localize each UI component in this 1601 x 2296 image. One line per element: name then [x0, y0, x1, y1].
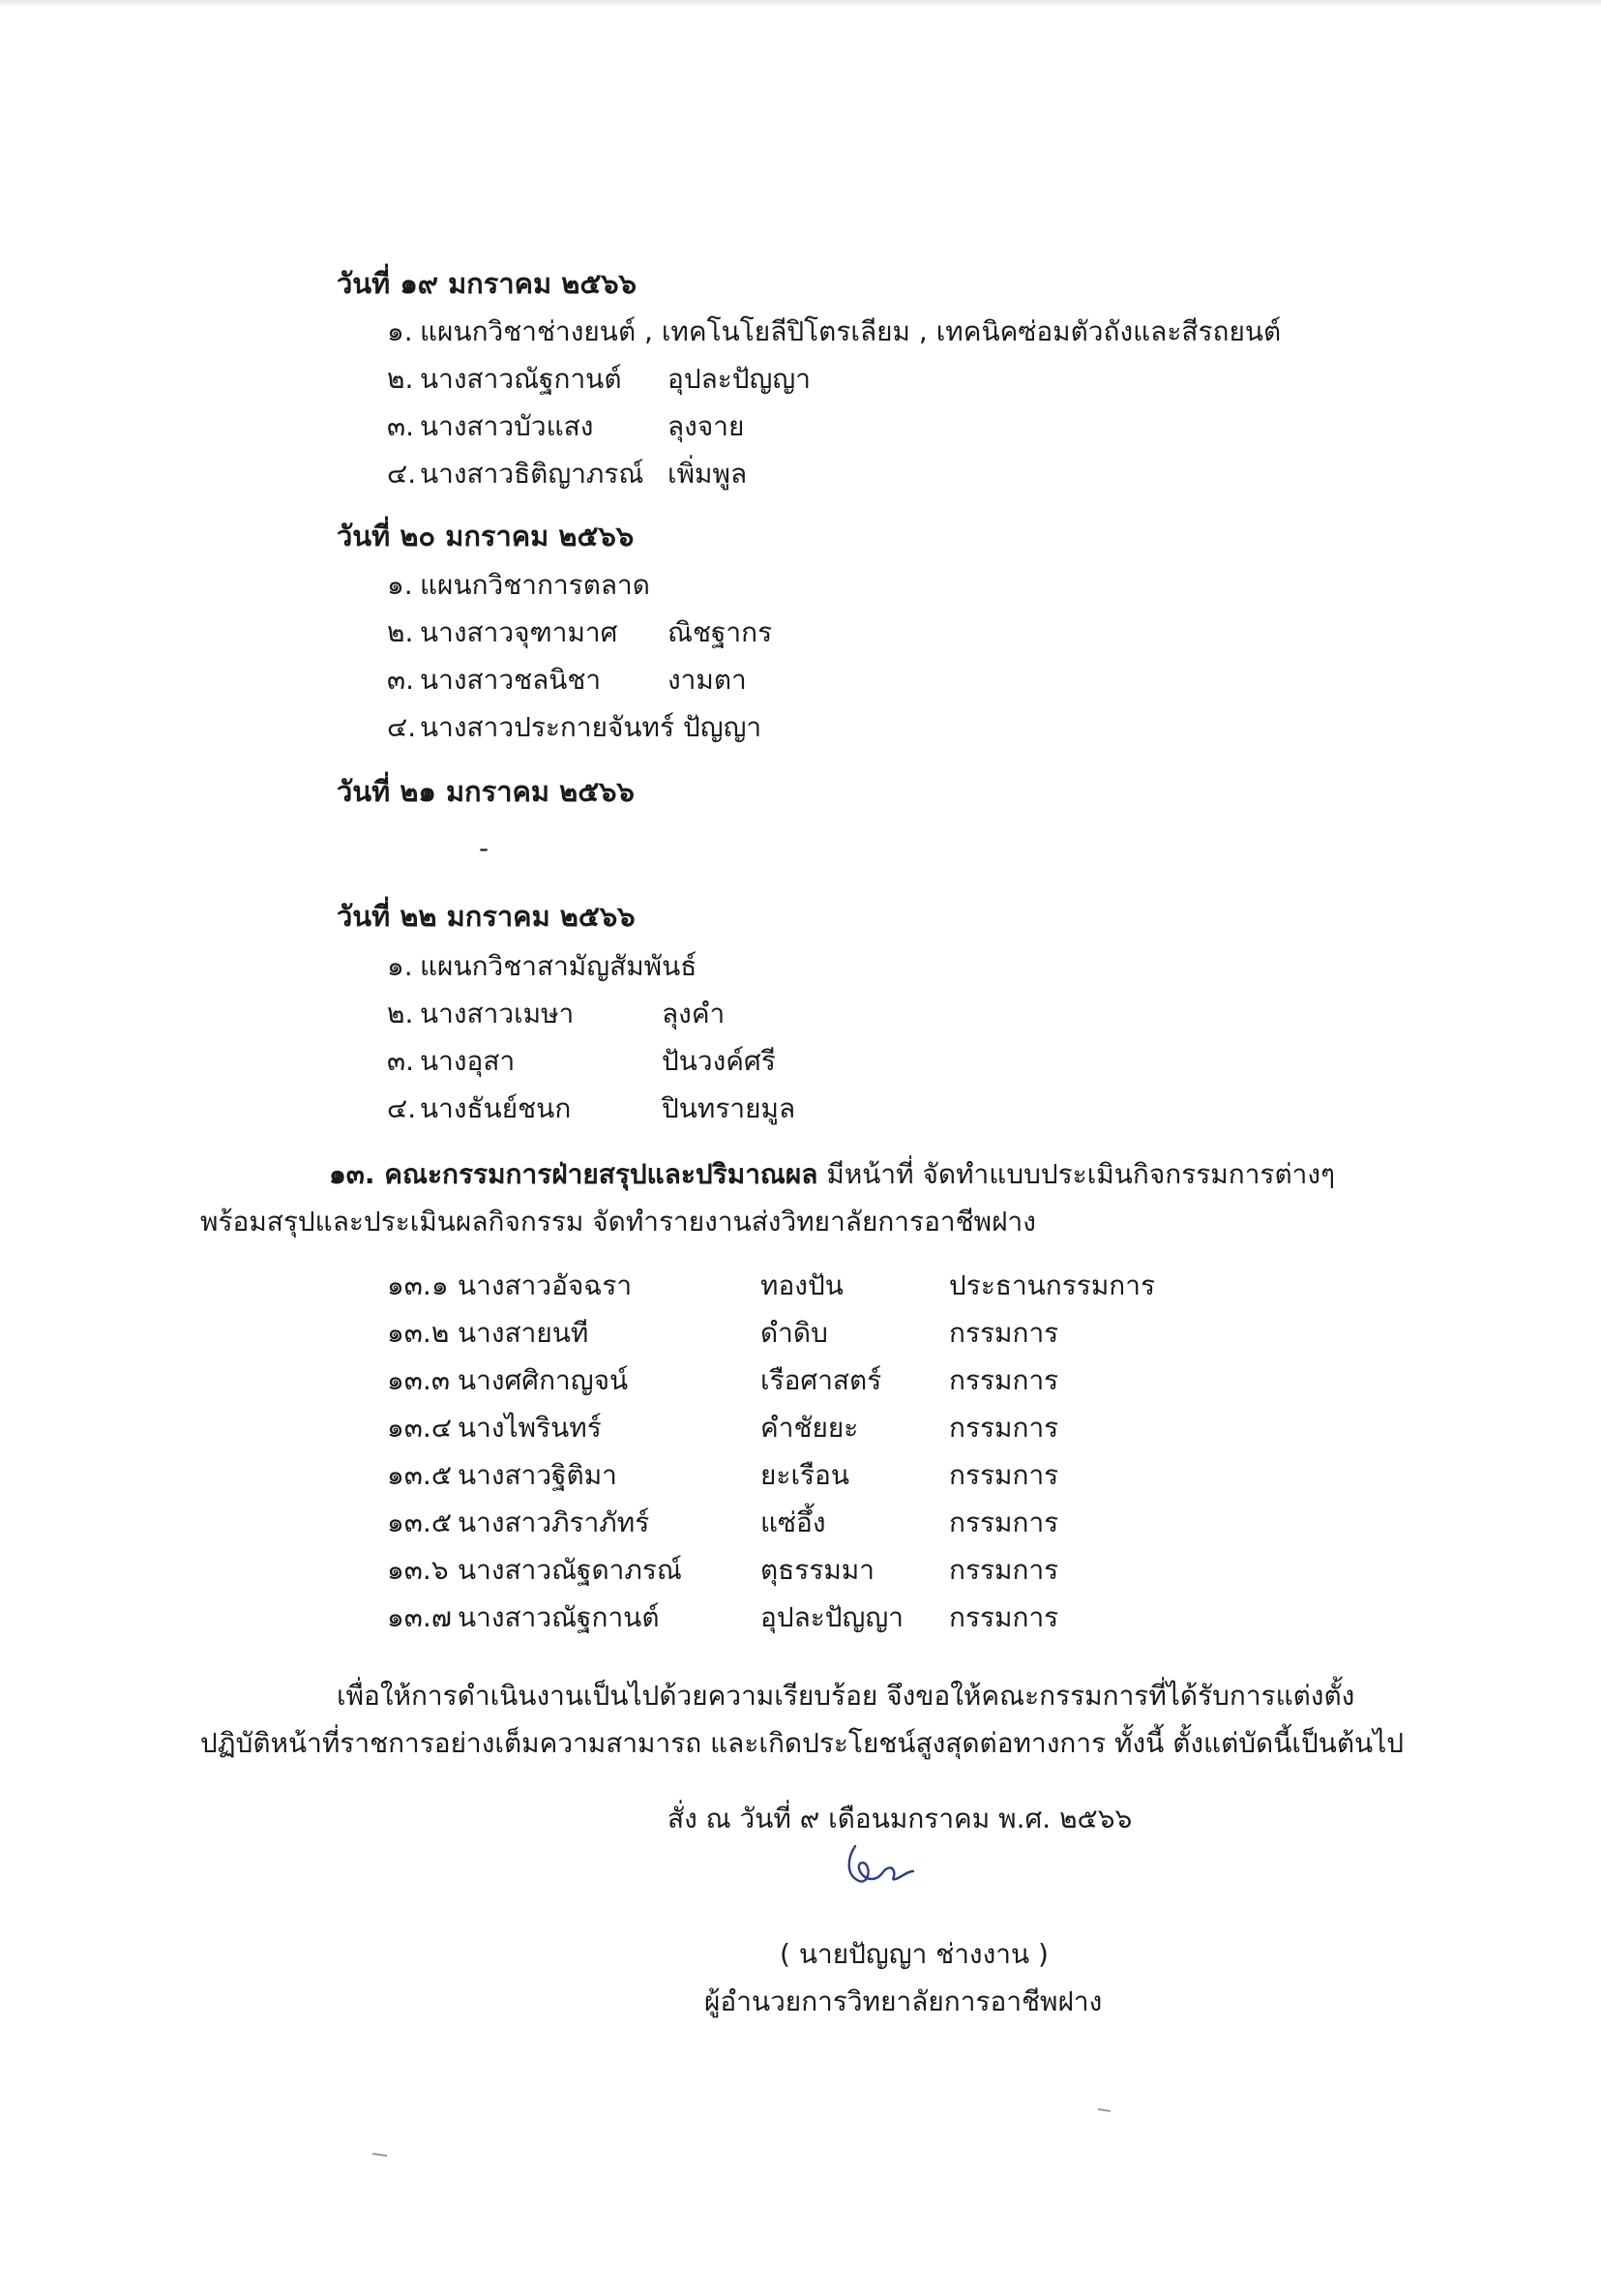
list-item-number: ๓. [387, 1045, 415, 1077]
member-name: นางสาวณัฐกานต์ [458, 1601, 660, 1633]
person-surname: ปันวงค์ศรี [662, 1045, 776, 1077]
member-name: นางสายนที [458, 1317, 589, 1349]
member-surname: แซ่อึ้ง [760, 1506, 826, 1538]
member-number: ๑๓.๗ [387, 1601, 452, 1633]
person-name: นางอุสา [420, 1045, 516, 1077]
person-surname: ลุงคำ [662, 998, 726, 1029]
list-item-number: ๔. [387, 1092, 417, 1124]
list-item-number: ๑. [387, 569, 413, 601]
member-surname: ยะเรือน [760, 1459, 850, 1491]
day-heading: วันที่ ๑๙ มกราคม ๒๕๖๖ [337, 267, 637, 300]
scan-speck [372, 2154, 387, 2156]
member-number: ๑๓.๓ [387, 1364, 450, 1396]
member-role: กรรมการ [949, 1601, 1059, 1633]
list-item-number: ๔. [387, 458, 417, 490]
member-role: กรรมการ [949, 1554, 1059, 1586]
member-surname: ดำดิบ [760, 1317, 828, 1349]
member-role: กรรมการ [949, 1412, 1059, 1444]
member-role: กรรมการ [949, 1506, 1059, 1538]
member-surname: ทองปัน [760, 1269, 844, 1301]
member-name: นางสาวฐิติมา [458, 1459, 617, 1491]
member-name: นางศศิกาญจน์ [458, 1364, 629, 1396]
list-item-text: นางสาวประกายจันทร์ ปัญญา [420, 711, 762, 743]
member-number: ๑๓.๖ [387, 1554, 449, 1586]
person-surname: เพิ่มพูล [667, 458, 748, 490]
empty-dash: - [479, 832, 489, 864]
order-date: สั่ง ณ วันที่ ๙ เดือนมกราคม พ.ศ. ๒๕๖๖ [667, 1803, 1133, 1834]
list-item-number: ๑. [387, 950, 413, 982]
member-surname: เรือศาสตร์ [760, 1364, 882, 1396]
scan-speck [1098, 2109, 1111, 2111]
person-surname: ณิชฐากร [667, 616, 773, 648]
committee-duty-continued: พร้อมสรุปและประเมินผลกิจกรรม จัดทำรายงานส่งวิทยาลัยการอาชีพฝาง [200, 1206, 1036, 1237]
committee-duty: มีหน้าที่ จัดทำแบบประเมินกิจกรรมการต่างๆ [826, 1158, 1336, 1190]
person-surname: ปินทรายมูล [662, 1092, 796, 1124]
day-heading: วันที่ ๒๒ มกราคม ๒๕๖๖ [337, 900, 636, 933]
list-item-text: แผนกวิชาสามัญสัมพันธ์ [420, 950, 697, 982]
list-item-text: แผนกวิชาช่างยนต์ , เทคโนโยลีปิโตรเลียม , เทคนิคซ่อมตัวถังและสีรถยนต์ [420, 315, 1282, 347]
member-number: ๑๓.๑ [387, 1269, 449, 1301]
member-name: นางสาวณัฐดาภรณ์ [458, 1554, 682, 1586]
closing-paragraph-continued: ปฏิบัติหน้าที่ราชการอย่างเต็มความสามารถ และเกิดประโยชน์สูงสุดต่อทางการ ทั้งนี้ ตั้งแต่บัดนี้เป็นต้นไป [200, 1727, 1405, 1759]
signatory-position: ผู้อำนวยการวิทยาลัยการอาชีพฝาง [704, 1985, 1103, 2017]
member-name: นางไพรินทร์ [458, 1412, 602, 1444]
person-name: นางสาวธิติญาภรณ์ [420, 458, 644, 490]
member-role: กรรมการ [949, 1459, 1059, 1491]
person-name: นางสาวณัฐกานต์ [420, 363, 622, 395]
list-item-number: ๓. [387, 664, 415, 696]
closing-paragraph: เพื่อให้การดำเนินงานเป็นไปด้วยความเรียบร้อย จึงขอให้คณะกรรมการที่ได้รับการแต่งตั้ง [337, 1680, 1355, 1712]
member-role: ประธานกรรมการ [949, 1269, 1156, 1301]
person-surname: ลุงจาย [667, 410, 745, 442]
person-name: นางสาวชลนิชา [420, 664, 602, 696]
member-name: นางสาวอัจฉรา [458, 1269, 633, 1301]
list-item-number: ๑. [387, 315, 413, 347]
list-item-number: ๒. [387, 363, 414, 395]
person-surname: อุปละปัญญา [667, 363, 811, 395]
list-item-number: ๓. [387, 410, 415, 442]
committee-title: ๑๓. คณะกรรมการฝ่ายสรุปและปริมาณผล [329, 1158, 818, 1190]
member-surname: อุปละปัญญา [760, 1601, 904, 1633]
list-item-number: ๔. [387, 711, 417, 743]
person-name: นางสาวบัวแสง [420, 410, 594, 442]
list-item-text: แผนกวิชาการตลาด [420, 569, 650, 601]
list-item-number: ๒. [387, 998, 414, 1029]
person-name: นางธันย์ชนก [420, 1092, 572, 1124]
day-heading: วันที่ ๒๑ มกราคม ๒๕๖๖ [337, 775, 635, 808]
person-name: นางสาวจุฑามาศ [420, 616, 618, 648]
member-role: กรรมการ [949, 1364, 1059, 1396]
person-surname: งามตา [667, 664, 747, 696]
list-item-number: ๒. [387, 616, 414, 648]
member-number: ๑๓.๒ [387, 1317, 450, 1349]
day-heading: วันที่ ๒๐ มกราคม ๒๕๖๖ [337, 520, 635, 552]
member-number: ๑๓.๔ [387, 1412, 453, 1444]
member-role: กรรมการ [949, 1317, 1059, 1349]
member-number: ๑๓.๕ [387, 1506, 453, 1538]
person-name: นางสาวเมษา [420, 998, 575, 1029]
member-number: ๑๓.๕ [387, 1459, 453, 1491]
member-surname: คำชัยยะ [760, 1412, 859, 1444]
member-surname: ตุธรรมมา [760, 1554, 875, 1586]
member-name: นางสาวภิราภัทร์ [458, 1506, 650, 1538]
signatory-name: ( นายปัญญา ช่างงาน ) [780, 1938, 1049, 1970]
